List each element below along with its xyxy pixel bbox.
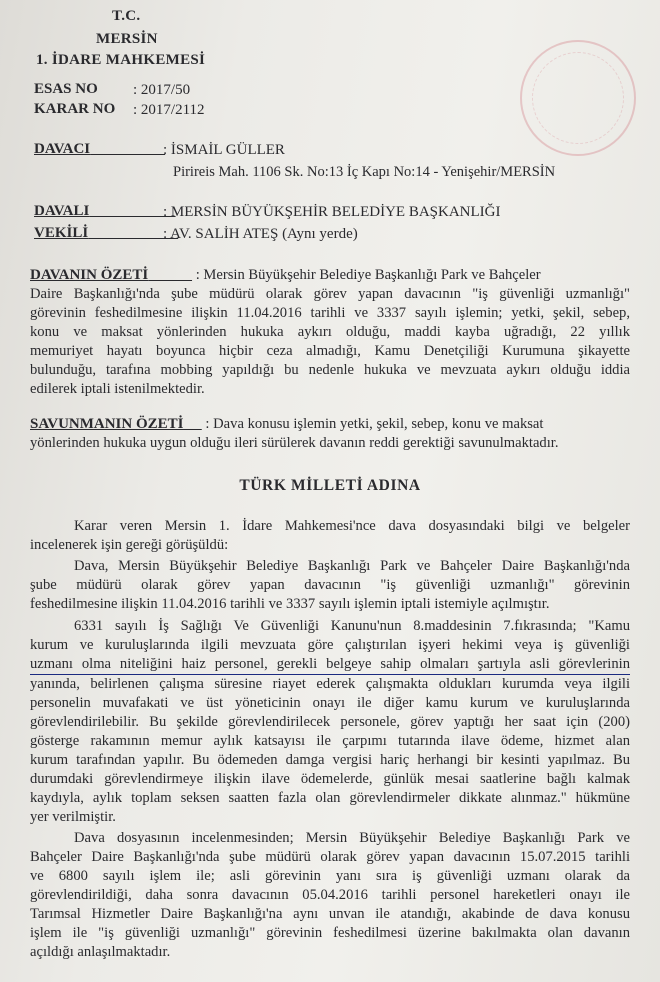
davanin-ozeti-line: konu ve maksat yönlerinden hukuka aykırı olduğu, maddi kayba uğradığı, 22 yıllık	[30, 324, 630, 340]
body-line: yanında, belirlenen çalışma süresine riayet ederek çalışmakta oldukları kurumda veya ilgili	[30, 676, 630, 692]
davaci-name: : İSMAİL GÜLLER	[163, 142, 285, 158]
body-line: gösterge rakamının memur aylık katsayısı ile çarpımı tutarında ilave ödeme, hizmet alan	[30, 733, 630, 749]
davanin-ozeti-label: DAVANIN ÖZETİ	[30, 267, 149, 283]
body-line: uzmanı olma niteliğini haiz personel, gerekli belgeye sahip olmaları şartıyla asli görevlerinin	[30, 655, 630, 675]
vekili-label: VEKİLİ	[34, 225, 89, 241]
body-line: 6331 sayılı İş Sağlığı Ve Güvenliği Kanunu'nun 8.maddesinin 7.fıkrasında; "Kamu	[74, 618, 630, 634]
body-line: personelin muvafakati ve üst yöneticinin onayı ile diğer kamu kurum ve kuruluşlarında	[30, 695, 630, 711]
body-line: ve 6800 sayılı işlem ile; asli görevinin yanı sıra iş güvenliği uzmanı olarak da	[30, 868, 630, 884]
faded-stamp	[520, 40, 636, 156]
esas-label: ESAS NO	[34, 81, 98, 97]
body-line: şube müdürü olarak görev yapan davacının "iş güvenliği uzmanlığı" görevinin	[30, 577, 630, 593]
body-line: kaydıyla, aylık toplam seksen saatten fazla olan görevlendirmeler dikkate alınmaz." hükmüne	[30, 790, 630, 806]
verdict-title: TÜRK MİLLETİ ADINA	[239, 477, 421, 494]
davanin-ozeti-line: edilerek iptali istenilmektedir.	[30, 381, 205, 397]
davali-label: DAVALI	[34, 203, 90, 219]
body-paragraph-2	[30, 557, 630, 614]
karar-label: KARAR NO	[34, 101, 116, 117]
body-line: kurum ve kuruluşlarında ilgili mevzuata göre çalıştırılan işyeri hekimi veya iş güvenliği	[30, 637, 630, 653]
savunmanin-ozeti-line: yönlerinden hukuka uygun olduğu ileri sürülerek davanın reddi gerektiği savunulmaktadır.	[30, 435, 559, 451]
header-court: 1. İDARE MAHKEMESİ	[36, 52, 206, 68]
davanin-ozeti-line: : Mersin Büyükşehir Belediye Başkanlığı Park ve Bahçeler	[195, 267, 541, 283]
body-line: işlem ile "iş güvenliği uzmanlığı" görevinin feshedilmesi üzerine bakılmakta olan davanın	[30, 925, 630, 941]
savunmanin-ozeti-line: : Dava konusu işlemin yetki, şekil, sebep, konu ve maksat	[205, 416, 544, 432]
body-line: durumdaki görevlendirmeye ilişkin ilave ödemelerde, günlük mesai saatlerine bağlı kalmak	[30, 771, 630, 787]
body-paragraph-4	[30, 829, 630, 962]
davanin-ozeti-line: görevinin feshedilmesine ilişkin 11.04.2016 tarihli ve 3337 sayılı işlemin; yetki, şekil, sebep,	[30, 305, 630, 321]
body-line: Tarımsal Hizmetler Daire Başkanlığı'na aynı unvan ile atandığı, akabinde de dava konusu	[30, 906, 630, 922]
body-line: görevlendirilebilir. Bu şekilde görevlendirilecek personele, görev yaptığı her saat için (200)	[30, 714, 630, 730]
body-line: feshedilmesine ilişkin 11.04.2016 tarihli ve 3337 sayılı işlemin iptali istemiyle açılmıştır.	[30, 596, 550, 612]
esas-value: : 2017/50	[133, 82, 191, 98]
body-line: Dava, Mersin Büyükşehir Belediye Başkanlığı Park ve Bahçeler Daire Başkanlığı'nda	[74, 558, 630, 574]
davaci-label: DAVACI	[34, 141, 91, 157]
body-paragraph-1	[30, 517, 630, 555]
body-line: kurum tarafından yapılır. Bu ödemeden damga vergisi hariç herhangi bir kesinti yapılmaz. Bu	[30, 752, 630, 768]
body-paragraph-3	[30, 617, 630, 827]
davali-name: : MERSİN BÜYÜKŞEHİR BELEDİYE BAŞKANLIĞI	[163, 204, 501, 220]
davanin-ozeti-paragraph	[30, 266, 630, 399]
body-line: yer verilmiştir.	[30, 809, 116, 825]
body-line: Dava dosyasının incelenmesinden; Mersin Büyükşehir Belediye Başkanlığı Park ve	[74, 830, 630, 846]
body-line: Karar veren Mersin 1. İdare Mahkemesi'nce dava dosyasındaki bilgi ve belgeler	[74, 518, 630, 534]
davanin-ozeti-line: bulunduğu, tarafına mobbing yapıldığı bu nedenle hukuka ve mevzuata aykırı olduğu iddia	[30, 362, 630, 378]
body-line: incelenerek işin gereği görüşüldü:	[30, 537, 229, 553]
body-line: görevlendirildiği, daha sonra davacının 05.04.2016 tarihli personel hareketleri onayı ile	[30, 887, 630, 903]
savunmanin-ozeti-paragraph	[30, 415, 630, 453]
davaci-address: Pirireis Mah. 1106 Sk. No:13 İç Kapı No:14 - Yenişehir/MERSİN	[173, 164, 556, 180]
body-line: açıldığı anlaşılmaktadır.	[30, 944, 171, 960]
davanin-ozeti-line: Daire Başkanlığı'nda şube müdürü olarak görev yapan davacının "iş güvenliği uzmanlığı"	[30, 286, 630, 302]
body-line: Bahçeler Daire Başkanlığı'nda şube müdürü olarak görev yapan davacının 15.07.2015 tarihli	[30, 849, 630, 865]
davanin-ozeti-line: memuriyet hayatı boyunca hiçbir ceza almadığı, Kamu Denetçiliği Kurumuna şikayette	[30, 343, 630, 359]
header-city: MERSİN	[96, 31, 158, 47]
karar-value: : 2017/2112	[133, 102, 205, 118]
vekili-name: : AV. SALİH ATEŞ (Aynı yerde)	[163, 226, 358, 242]
savunmanin-ozeti-label: SAVUNMANIN ÖZETİ	[30, 416, 184, 432]
header-tc: T.C.	[112, 8, 141, 24]
